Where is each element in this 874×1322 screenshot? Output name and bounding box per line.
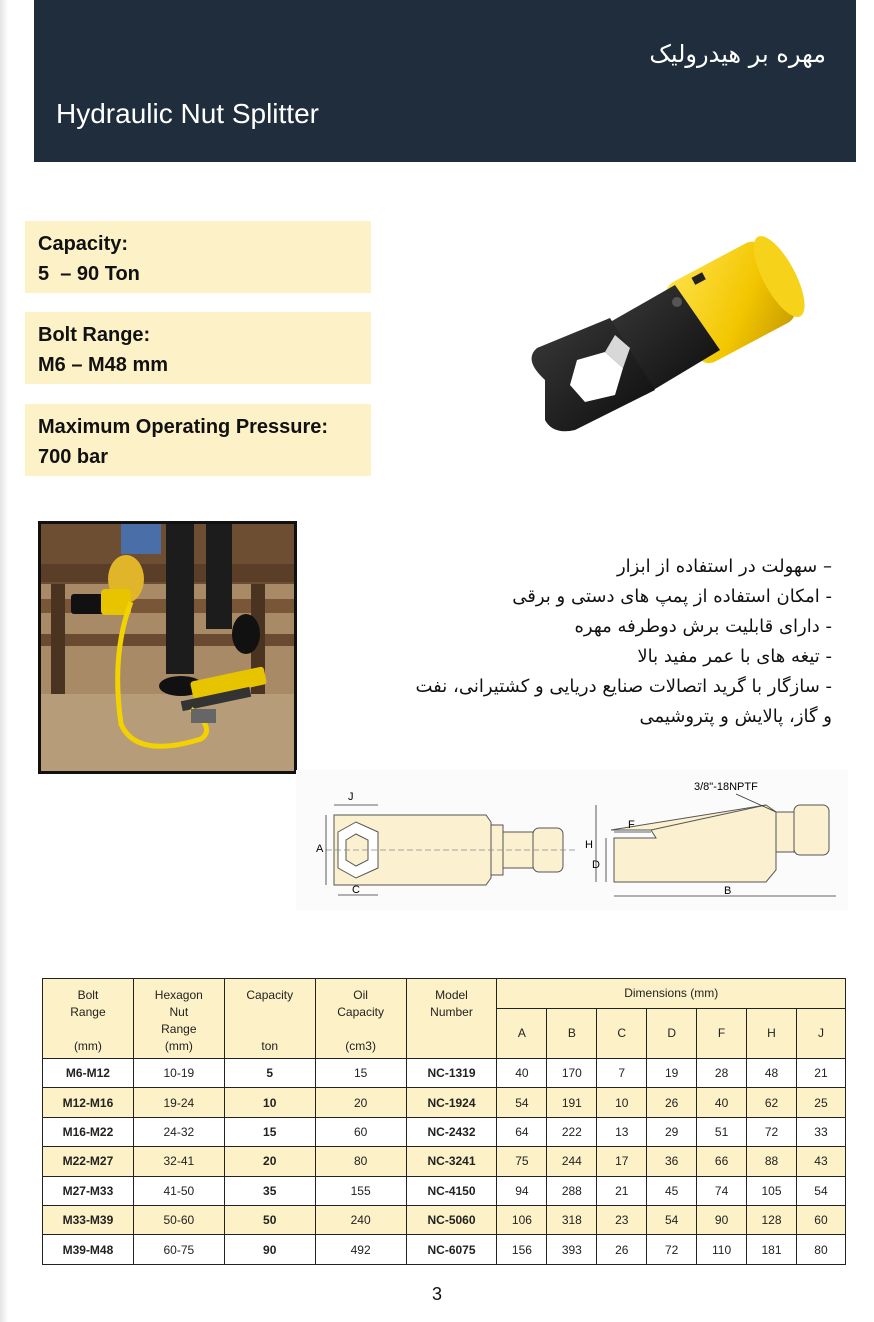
header-dim-d: D xyxy=(647,1009,697,1059)
dim-label-j: J xyxy=(348,791,354,803)
table-row: M12-M16 19-24 10 20 NC-1924 54 191 10 26 40 62 25 xyxy=(43,1088,846,1117)
header-dim-h: H xyxy=(747,1009,797,1059)
dim-label-a: A xyxy=(316,843,324,855)
header-capacity: Capacity ton xyxy=(224,979,315,1059)
table-row: M16-M22 24-32 15 60 NC-2432 64 222 13 29 51 72 33 xyxy=(43,1117,846,1146)
feature-item: – سهولت در استفاده از ابزار xyxy=(616,556,832,577)
feature-item: - تیغه های با عمر مفید بالا xyxy=(637,646,832,667)
spec-pressure xyxy=(25,404,371,476)
spec-bolt-range xyxy=(25,312,371,384)
spec-pressure-label: Maximum Operating Pressure: xyxy=(38,416,329,438)
feature-item: - دارای قابلیت برش دوطرفه مهره xyxy=(574,616,832,637)
dim-label-d: D xyxy=(592,859,600,871)
page-edge-shadow xyxy=(0,0,8,1322)
header-dim-b: B xyxy=(547,1009,597,1059)
dim-label-c: C xyxy=(352,884,360,896)
page-header xyxy=(34,0,856,162)
header-dim-a: A xyxy=(497,1009,547,1059)
table-row: M33-M39 50-60 50 240 NC-5060 106 318 23 54 90 128 60 xyxy=(43,1205,846,1234)
header-oil-capacity: Oil Capacity (cm3) xyxy=(315,979,406,1059)
header-model: Model Number xyxy=(406,979,497,1059)
spec-bolt-range-label: Bolt Range: xyxy=(38,324,151,346)
dim-label-h: H xyxy=(585,839,593,851)
table-row: M39-M48 60-75 90 492 NC-6075 156 393 26 72 110 181 80 xyxy=(43,1235,846,1264)
spec-capacity-value: 5 – 90 Ton xyxy=(38,263,140,285)
header-dim-c: C xyxy=(597,1009,647,1059)
title-persian: مهره بر هیدرولیک xyxy=(649,40,826,68)
header-dim-f: F xyxy=(697,1009,747,1059)
header-dim-j: J xyxy=(796,1009,845,1059)
table-row: M6-M12 10-19 5 15 NC-1319 40 170 7 19 28 48 21 xyxy=(43,1059,846,1088)
spec-pressure-value: 700 bar xyxy=(38,446,109,468)
table-row: M27-M33 41-50 35 155 NC-4150 94 288 21 45 74 105 54 xyxy=(43,1176,846,1205)
dim-label-b: B xyxy=(724,885,732,897)
specification-table xyxy=(42,978,846,1265)
header-hex-range: Hexagon Nut Range (mm) xyxy=(133,979,224,1059)
header-bolt-range: Bolt Range (mm) xyxy=(43,979,134,1059)
dim-label-f: F xyxy=(628,819,635,831)
table-row: M22-M27 32-41 20 80 NC-3241 75 244 17 36 66 88 43 xyxy=(43,1147,846,1176)
usage-photo xyxy=(38,521,297,774)
spec-capacity xyxy=(25,221,371,293)
header-dimensions: Dimensions (mm) xyxy=(497,979,846,1009)
spec-bolt-range-value: M6 – M48 mm xyxy=(38,354,169,376)
title-english: Hydraulic Nut Splitter xyxy=(56,98,319,129)
feature-item: - امکان استفاده از پمپ های دستی و برقی xyxy=(512,586,832,607)
feature-item: - سازگار با گرید اتصالات صنایع دریایی و کشتیرانی، نفت xyxy=(415,676,832,697)
feature-item: و گاز، پالایش و پتروشیمی xyxy=(639,706,832,727)
dimension-drawing xyxy=(296,770,848,910)
spec-capacity-label: Capacity: xyxy=(38,233,129,255)
product-image xyxy=(515,230,815,470)
thread-label: 3/8"-18NPTF xyxy=(694,781,758,793)
features-list xyxy=(392,552,832,732)
page-number: 3 xyxy=(431,1284,442,1304)
